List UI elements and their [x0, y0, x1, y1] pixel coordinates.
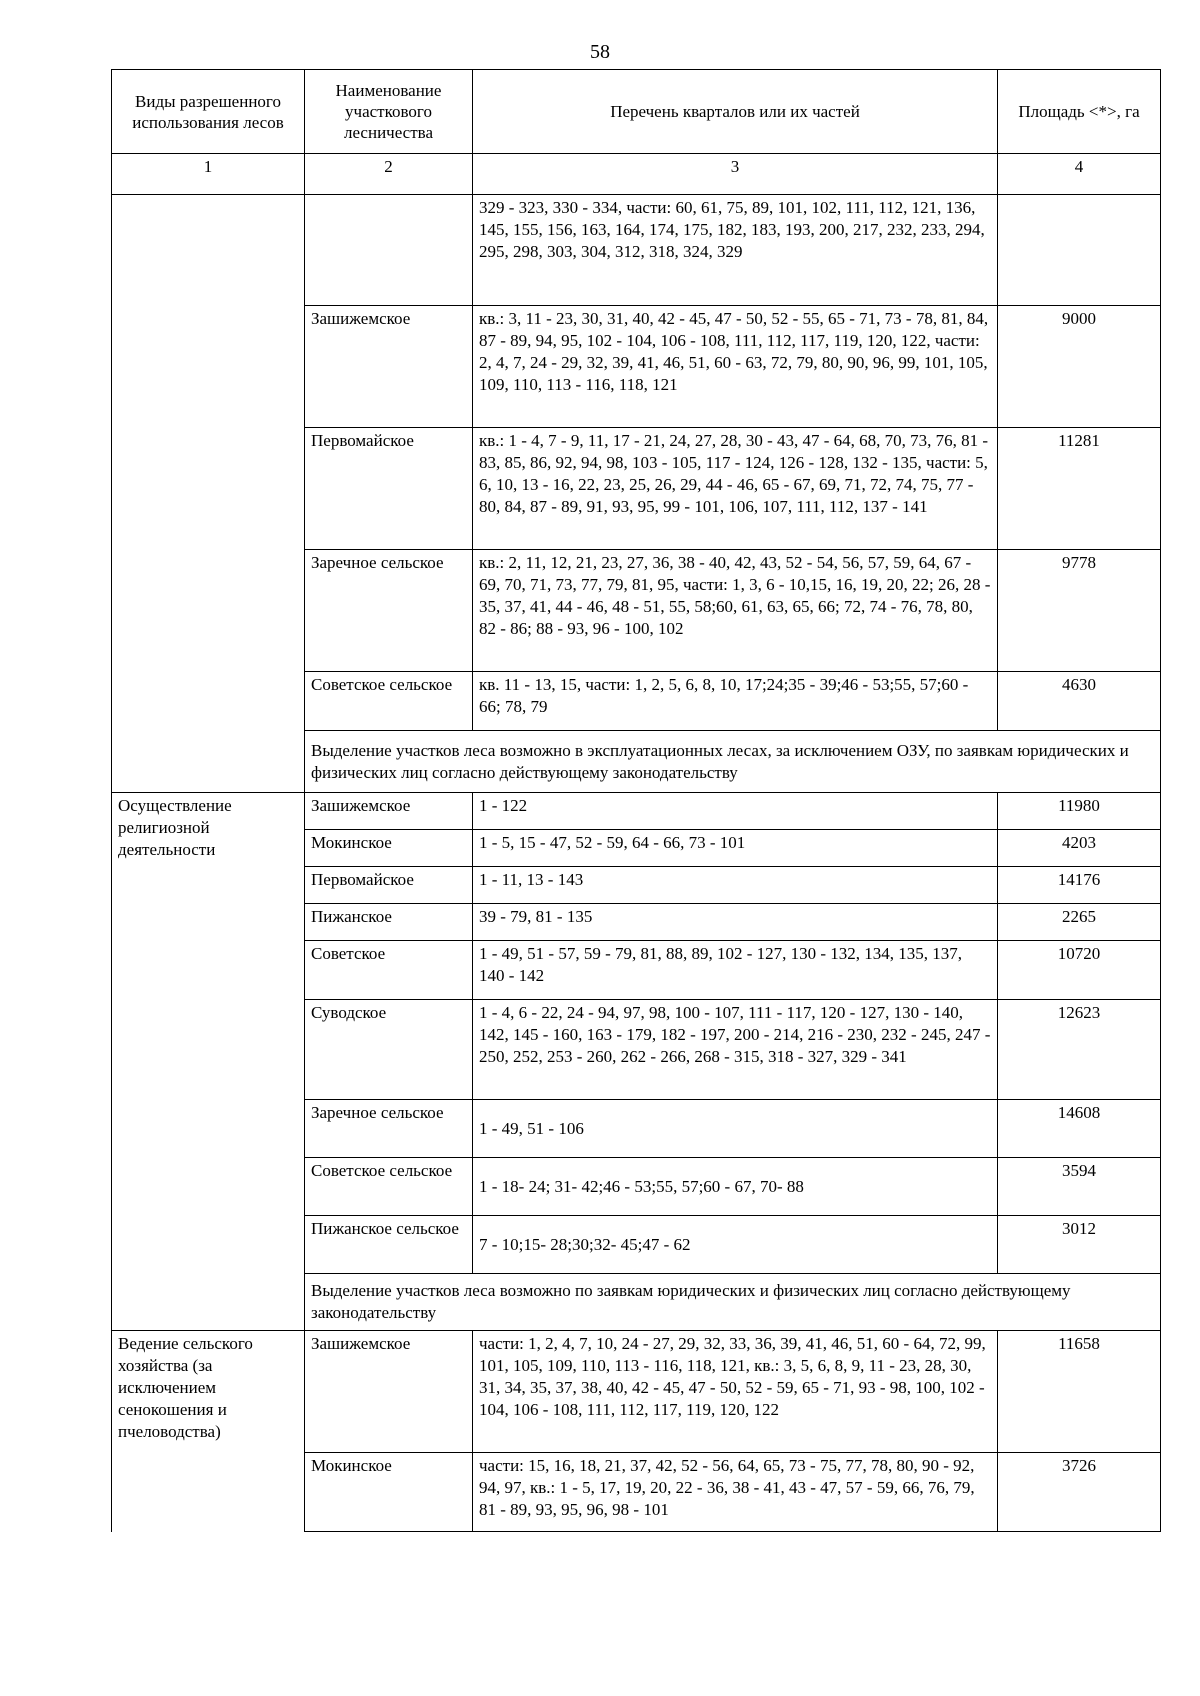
quarters-cell: 39 - 79, 81 - 135	[473, 904, 998, 941]
area-cell: 14176	[998, 867, 1161, 904]
quarters-cell: 1 - 5, 15 - 47, 52 - 59, 64 - 66, 73 - 101	[473, 830, 998, 867]
forest-use-table	[111, 69, 1161, 1532]
quarters-cell: 7 - 10;15- 28;30;32- 45;47 - 62	[473, 1216, 998, 1274]
forestry-cell: Пижанское сельское	[305, 1216, 473, 1274]
header-quarters: Перечень кварталов или их частей	[473, 70, 998, 154]
forestry-cell: Заречное сельское	[305, 550, 473, 672]
area-cell: 11281	[998, 428, 1161, 550]
area-cell: 9778	[998, 550, 1161, 672]
quarters-cell: 1 - 49, 51 - 106	[473, 1100, 998, 1158]
forestry-cell: Зашижемское	[305, 793, 473, 830]
forestry-cell: Зашижемское	[305, 1331, 473, 1453]
note-cell: Выделение участков леса возможно по заявкам юридических и физических лиц согласно действующему законодательству	[305, 1274, 1161, 1331]
quarters-cell: кв.: 2, 11, 12, 21, 23, 27, 36, 38 - 40, 42, 43, 52 - 54, 56, 57, 59, 64, 67 - 69, 70, 71, 73, 77, 79, 81, 95, части: 1, 3, 6 - 10,15, 16, 19, 20, 22; 26, 28 - 35, 37, 41, 44 - 46, 48 - 51, 55, 58;60, 61, 63, 65, 66; 72, 74 - 76, 78, 80, 82 - 86; 88 - 93, 96 - 100, 102	[473, 550, 998, 672]
header-use-type: Виды разрешенного использования лесов	[112, 70, 305, 154]
quarters-cell: 1 - 49, 51 - 57, 59 - 79, 81, 88, 89, 102 - 127, 130 - 132, 134, 135, 137, 140 - 142	[473, 941, 998, 1000]
forestry-cell: Мокинское	[305, 1453, 473, 1532]
forestry-cell: Мокинское	[305, 830, 473, 867]
area-cell: 10720	[998, 941, 1161, 1000]
forestry-cell: Пижанское	[305, 904, 473, 941]
column-number: 3	[473, 154, 998, 195]
area-cell: 3012	[998, 1216, 1161, 1274]
quarters-cell: 1 - 122	[473, 793, 998, 830]
quarters-cell: 1 - 4, 6 - 22, 24 - 94, 97, 98, 100 - 107, 111 - 117, 120 - 127, 130 - 140, 142, 145 - 160, 163 - 179, 182 - 197, 200 - 214, 216 - 230, 232 - 245, 247 - 250, 252, 253 - 260, 262 - 266, 268 - 315, 318 - 327, 329 - 341	[473, 1000, 998, 1100]
page-number: 58	[590, 41, 610, 63]
forestry-cell: Первомайское	[305, 428, 473, 550]
quarters-cell: части: 1, 2, 4, 7, 10, 24 - 27, 29, 32, 33, 36, 39, 41, 46, 51, 60 - 64, 72, 99, 101, 105, 109, 110, 113 - 116, 118, 121, кв.: 3, 5, 6, 8, 9, 11 - 23, 28, 30, 31, 34, 35, 37, 38, 40, 42 - 45, 47 - 50, 52 - 59, 65 - 71, 93 - 98, 100, 102 - 104, 106 - 108, 111, 112, 117, 119, 120, 122	[473, 1331, 998, 1453]
area-cell: 11658	[998, 1331, 1161, 1453]
area-cell	[998, 195, 1161, 306]
forestry-cell: Суводское	[305, 1000, 473, 1100]
column-number: 1	[112, 154, 305, 195]
area-cell: 14608	[998, 1100, 1161, 1158]
table-row	[112, 1331, 1161, 1453]
forestry-cell: Заречное сельское	[305, 1100, 473, 1158]
quarters-cell: кв.: 1 - 4, 7 - 9, 11, 17 - 21, 24, 27, 28, 30 - 43, 47 - 64, 68, 70, 73, 76, 81 - 83, 85, 86, 92, 94, 98, 103 - 105, 117 - 124, 126 - 128, 132 - 135, части: 5, 6, 10, 13 - 16, 22, 23, 25, 26, 29, 44 - 46, 65 - 67, 69, 71, 72, 74, 75, 77 - 80, 84, 87 - 89, 91, 93, 95, 99 - 101, 106, 107, 111, 112, 137 - 141	[473, 428, 998, 550]
quarters-cell: кв. 11 - 13, 15, части: 1, 2, 5, 6, 8, 10, 17;24;35 - 39;46 - 53;55, 57;60 - 66; 78, 79	[473, 672, 998, 731]
header-area: Площадь <*>, га	[998, 70, 1161, 154]
column-number: 4	[998, 154, 1161, 195]
quarters-cell: части: 15, 16, 18, 21, 37, 42, 52 - 56, 64, 65, 73 - 75, 77, 78, 80, 90 - 92, 94, 97, кв.: 1 - 5, 17, 19, 20, 22 - 36, 38 - 41, 43 - 47, 57 - 59, 66, 76, 79, 81 - 89, 93, 95, 96, 98 - 101	[473, 1453, 998, 1532]
forestry-cell: Советское	[305, 941, 473, 1000]
area-cell: 3594	[998, 1158, 1161, 1216]
area-cell: 12623	[998, 1000, 1161, 1100]
quarters-cell: 329 - 323, 330 - 334, части: 60, 61, 75, 89, 101, 102, 111, 112, 121, 136, 145, 155, 156, 163, 164, 174, 175, 182, 183, 193, 200, 217, 232, 233, 294, 295, 298, 303, 304, 312, 318, 324, 329	[473, 195, 998, 306]
area-cell: 3726	[998, 1453, 1161, 1532]
quarters-cell: 1 - 11, 13 - 143	[473, 867, 998, 904]
forestry-cell: Советское сельское	[305, 1158, 473, 1216]
forestry-cell: Первомайское	[305, 867, 473, 904]
header-forestry: Наименование участкового лесничества	[305, 70, 473, 154]
area-cell: 4203	[998, 830, 1161, 867]
use-type-cell: Осуществление религиозной деятельности	[112, 793, 305, 1331]
forestry-cell	[305, 195, 473, 306]
table-row	[112, 195, 1161, 306]
note-cell: Выделение участков леса возможно в эксплуатационных лесах, за исключением ОЗУ, по заявкам юридических и физических лиц согласно действующему законодательству	[305, 731, 1161, 793]
area-cell: 11980	[998, 793, 1161, 830]
table-row	[112, 793, 1161, 830]
forestry-cell: Советское сельское	[305, 672, 473, 731]
quarters-cell: 1 - 18- 24; 31- 42;46 - 53;55, 57;60 - 67, 70- 88	[473, 1158, 998, 1216]
column-number: 2	[305, 154, 473, 195]
area-cell: 2265	[998, 904, 1161, 941]
quarters-cell: кв.: 3, 11 - 23, 30, 31, 40, 42 - 45, 47 - 50, 52 - 55, 65 - 71, 73 - 78, 81, 84, 87 - 89, 94, 95, 102 - 104, 106 - 108, 111, 112, 117, 119, 120, 122, части: 2, 4, 7, 24 - 29, 32, 39, 41, 46, 51, 60 - 63, 72, 79, 80, 90, 96, 99, 101, 105, 109, 110, 113 - 116, 118, 121	[473, 306, 998, 428]
use-type-cell: Ведение сельского хозяйства (за исключением сенокошения и пчеловодства)	[112, 1331, 305, 1532]
area-cell: 9000	[998, 306, 1161, 428]
area-cell: 4630	[998, 672, 1161, 731]
use-type-cell	[112, 195, 305, 793]
forestry-cell: Зашижемское	[305, 306, 473, 428]
